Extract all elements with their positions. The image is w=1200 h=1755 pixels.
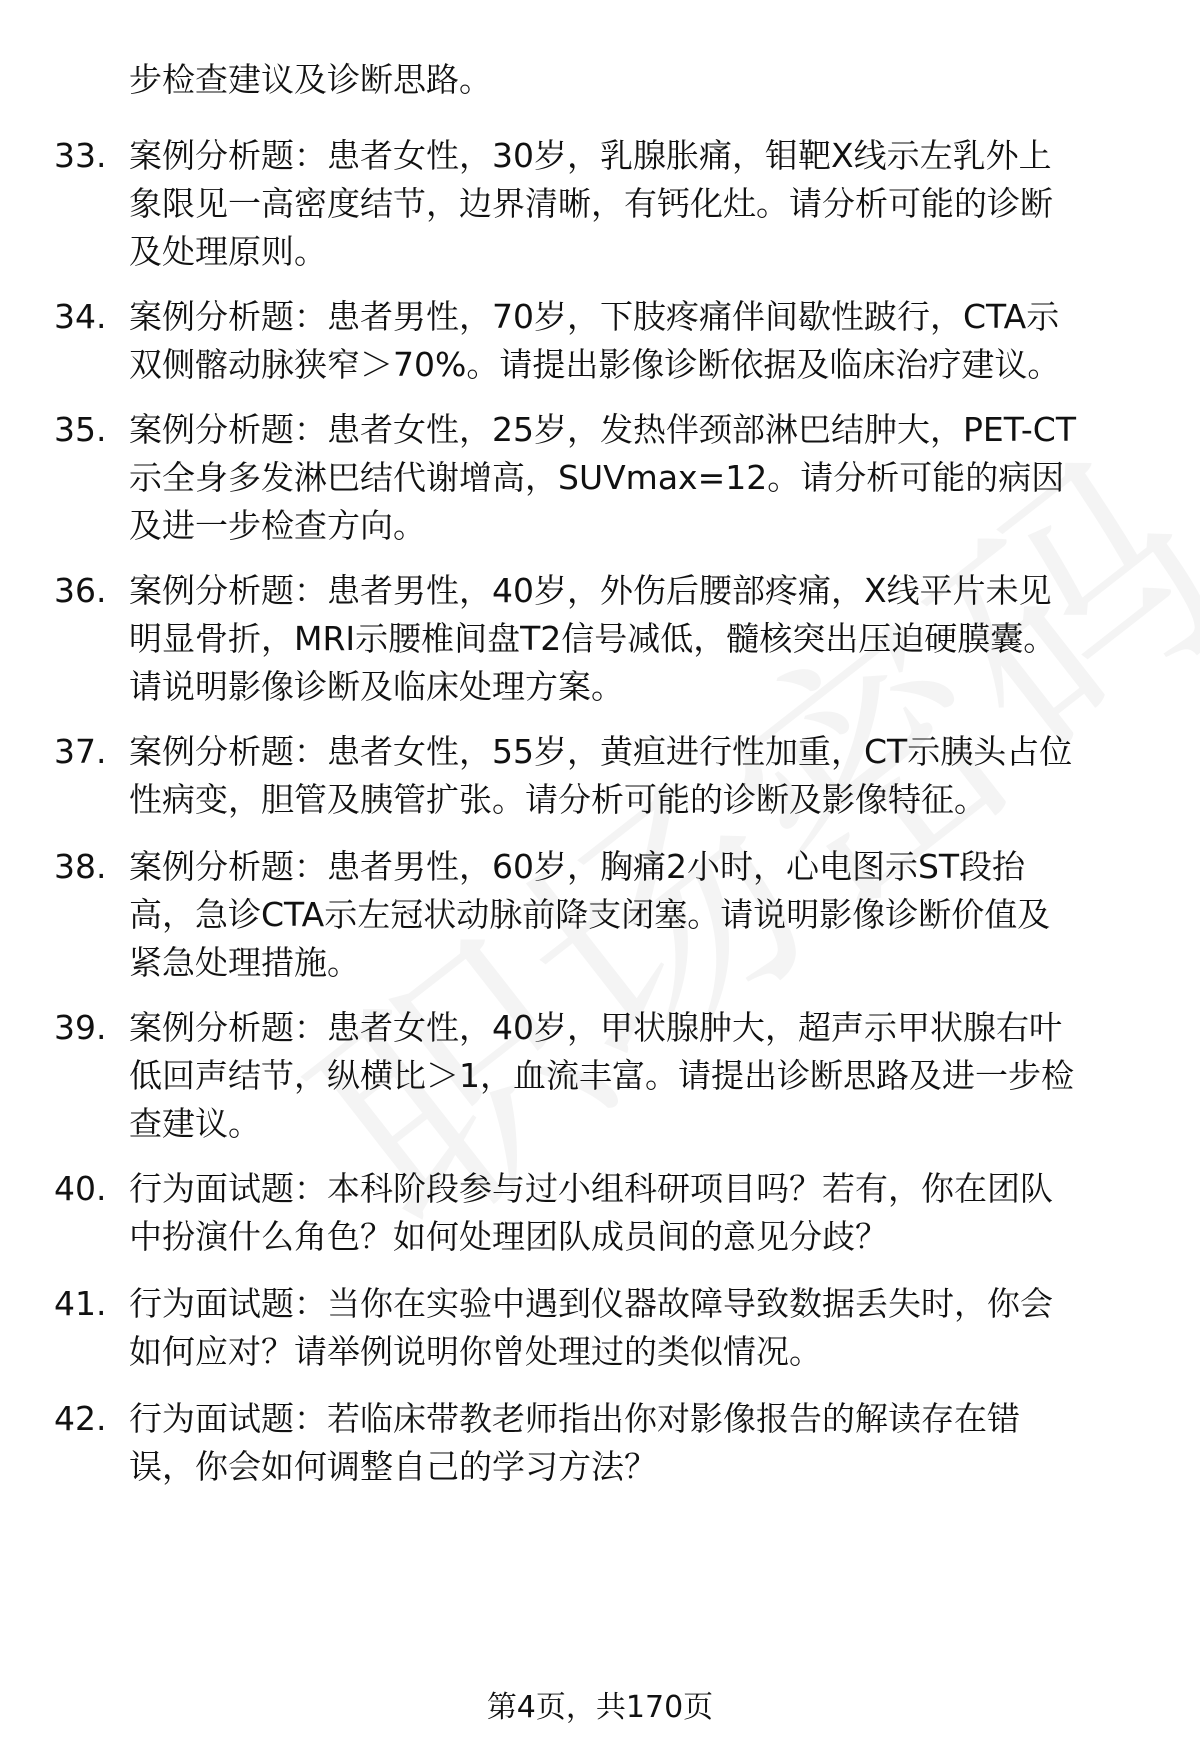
- question-text: [129, 1280, 1164, 1376]
- question-number: 33.: [54, 136, 107, 175]
- question-text: [129, 1395, 1164, 1491]
- question-text: [129, 843, 1164, 987]
- question-text: [129, 1004, 1164, 1148]
- question-line: 及进一步检查方向。: [129, 506, 426, 545]
- question-number: 35.: [54, 410, 107, 449]
- question-text: [129, 1165, 1164, 1261]
- question-text: [129, 567, 1164, 711]
- question-number: 39.: [54, 1008, 107, 1047]
- question-number: 40.: [54, 1169, 107, 1208]
- question-line: 象限见一高密度结节，边界清晰，有钙化灶。请分析可能的诊断: [129, 184, 1053, 223]
- question-line: 双侧髂动脉狭窄＞70%。请提出影像诊断依据及临床治疗建议。: [129, 345, 1061, 384]
- question-line: 查建议。: [129, 1104, 261, 1143]
- question-line: 高，急诊CTA示左冠状动脉前降支闭塞。请说明影像诊断价值及: [129, 895, 1051, 934]
- question-line: 低回声结节，纵横比＞1，血流丰富。请提出诊断思路及进一步检: [129, 1056, 1074, 1095]
- question-line: 行为面试题：本科阶段参与过小组科研项目吗？若有，你在团队: [129, 1169, 1053, 1208]
- question-line: 明显骨折，MRI示腰椎间盘T2信号减低，髓核突出压迫硬膜囊。: [129, 619, 1057, 658]
- question-line: 示全身多发淋巴结代谢增高，SUVmax=12。请分析可能的病因: [129, 458, 1065, 497]
- question-line: 紧急处理措施。: [129, 943, 360, 982]
- question-text: [129, 406, 1164, 550]
- question-number: 34.: [54, 297, 107, 336]
- question-line: 案例分析题：患者女性，40岁，甲状腺肿大，超声示甲状腺右叶: [129, 1008, 1062, 1047]
- question-line: 案例分析题：患者女性，30岁，乳腺胀痛，钼靶X线示左乳外上: [129, 136, 1052, 175]
- question-line: 请说明影像诊断及临床处理方案。: [129, 667, 624, 706]
- question-line: 及处理原则。: [129, 232, 327, 271]
- question-number: 38.: [54, 847, 107, 886]
- question-number: 37.: [54, 732, 107, 771]
- question-line: 性病变，胆管及胰管扩张。请分析可能的诊断及影像特征。: [129, 780, 987, 819]
- question-line: 行为面试题：当你在实验中遇到仪器故障导致数据丢失时，你会: [129, 1284, 1053, 1323]
- question-line: 中扮演什么角色？如何处理团队成员间的意见分歧？: [129, 1217, 888, 1256]
- intro-line: 步检查建议及诊断思路。: [129, 60, 492, 99]
- question-line: 案例分析题：患者女性，25岁，发热伴颈部淋巴结肿大，PET-CT: [129, 410, 1076, 449]
- question-line: 案例分析题：患者女性，55岁，黄疸进行性加重，CT示胰头占位: [129, 732, 1073, 771]
- question-line: 如何应对？请举例说明你曾处理过的类似情况。: [129, 1332, 822, 1371]
- question-line: 误，你会如何调整自己的学习方法？: [129, 1447, 657, 1486]
- question-line: 案例分析题：患者男性，40岁，外伤后腰部疼痛，X线平片未见: [129, 571, 1052, 610]
- question-text: [129, 728, 1164, 824]
- question-number: 36.: [54, 571, 107, 610]
- question-text: [129, 132, 1164, 276]
- question-number: 41.: [54, 1284, 107, 1323]
- question-line: 案例分析题：患者男性，60岁，胸痛2小时，心电图示ST段抬: [129, 847, 1026, 886]
- question-number: 42.: [54, 1399, 107, 1438]
- question-line: 行为面试题：若临床带教老师指出你对影像报告的解读存在错: [129, 1399, 1020, 1438]
- page-footer: 第4页，共170页: [486, 1690, 714, 1725]
- question-line: 案例分析题：患者男性，70岁，下肢疼痛伴间歇性跛行，CTA示: [129, 297, 1060, 336]
- question-text: [129, 293, 1164, 389]
